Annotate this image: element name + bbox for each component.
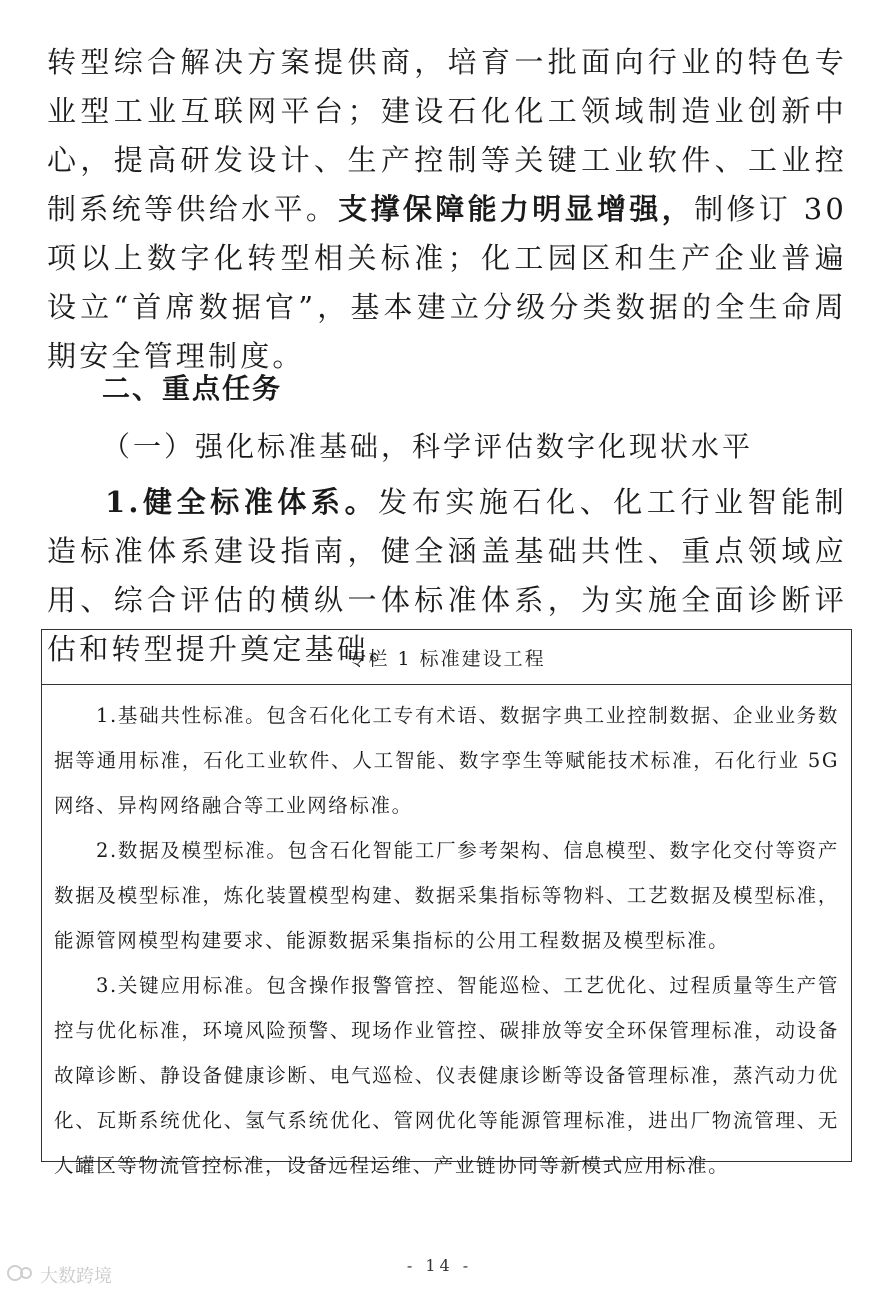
- watermark-text: 大数跨境: [40, 1266, 112, 1287]
- para1-bold: 支撑保障能力明显增强，: [338, 192, 695, 226]
- page-number: - 14 -: [406, 1256, 473, 1275]
- para1-line2: 互联网平台；建设石化化工领域制造业创新中心，提高研发设计、: [47, 94, 847, 177]
- para1-line3: 生产控制等关键工业软件、工业控制系统等供给水平。: [47, 143, 847, 226]
- box-title: 专栏 1 标准建设工程: [42, 630, 851, 685]
- box-body: [42, 685, 851, 1188]
- para1-line1: 转型综合解决方案提供商，培育一批面向行业的特色专业型工业: [47, 45, 847, 128]
- box-item-1: 1.基础共性标准。包含石化化工专有术语、数据字典工业控制数据、企业业务数据等通用标准，石化工业软件、人工智能、数字孪生等赋能技术标准，石化行业 5G 网络、异构网络融合等工业网络标准。: [54, 704, 839, 817]
- box-item-2: 2.数据及模型标准。包含石化智能工厂参考架构、信息模型、数字化交付等资产数据及模型标准，炼化装置模型构建、数据采集指标等物料、工艺数据及模型标准，能源管网模型构建要求、能源数据采集指标的公用工程数据及模型标准。: [54, 839, 839, 952]
- para2-rest: 发布实施石化、化工行业智能制造标准体系建设指南，健全涵盖基础共性、重点领域应用、综合评估的横纵一体标准体系，为实施全面诊断评估和转型提升奠定基础。: [47, 485, 847, 666]
- para2-bold: 1.健全标准体系。: [105, 485, 379, 519]
- paragraph-intro: [47, 38, 847, 381]
- watermark: [6, 1262, 112, 1288]
- box-item-3: 3.关键应用标准。包含操作报警管控、智能巡检、工艺优化、过程质量等生产管控与优化标准，环境风险预警、现场作业管控、碳排放等安全环保管理标准，动设备故障诊断、静设备健康诊断、电气巡检、仪表健康诊断等设备管理标准，蒸汽动力优化、瓦斯系统优化、氢气系统优化、管网优化等能源管理标准，进出厂物流管理、无人罐区等物流管控标准，设备远程运维、产业链协同等新模式应用标准。: [54, 974, 839, 1177]
- column-box: [41, 629, 852, 1177]
- section-heading: 二、重点任务: [102, 372, 283, 405]
- logo-icon: [6, 1263, 40, 1288]
- subsection-heading: （一）强化标准基础，科学评估数字化现状水平: [102, 430, 754, 463]
- para1-rest: 制修订 30 项以上数字化转型相关标准；化工园区和生产企业普遍设立“首席数据官”，基本建立分级分类数据的全生命周期安全管理制度。: [47, 192, 847, 373]
